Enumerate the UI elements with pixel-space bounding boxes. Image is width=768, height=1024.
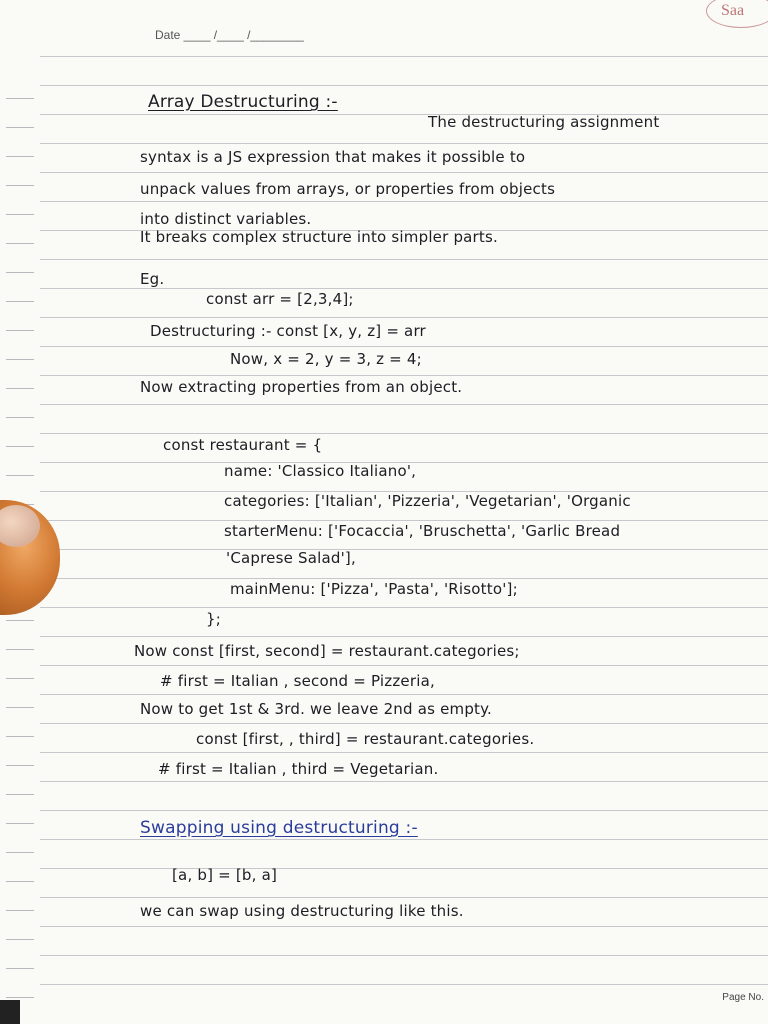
code-line: Destructuring :- const [x, y, z] = arr	[150, 322, 426, 340]
rule-line	[40, 752, 768, 753]
rule-line	[40, 868, 768, 869]
rule-line	[40, 172, 768, 173]
note-line: The destructuring assignment	[428, 113, 660, 131]
note-line: syntax is a JS expression that makes it possible to	[140, 148, 526, 166]
rule-line	[40, 839, 768, 840]
rule-line	[40, 346, 768, 347]
note-line: into distinct variables.	[140, 210, 312, 228]
rule-line	[40, 404, 768, 405]
margin-tick	[6, 185, 34, 186]
margin-tick	[6, 823, 34, 824]
code-line: categories: ['Italian', 'Pizzeria', 'Vegetarian', 'Organic	[224, 492, 631, 510]
margin-tick	[6, 243, 34, 244]
rule-line	[40, 694, 768, 695]
note-line: It breaks complex structure into simpler parts.	[140, 228, 498, 246]
note-line: we can swap using destructuring like this.	[140, 902, 464, 920]
margin-tick	[6, 417, 34, 418]
margin-tick	[6, 475, 34, 476]
margin-tick	[6, 301, 34, 302]
margin-tick	[6, 446, 34, 447]
margin-tick	[6, 98, 34, 99]
rule-line	[40, 143, 768, 144]
margin-tick	[6, 794, 34, 795]
margin-tick	[6, 156, 34, 157]
margin-tick	[6, 736, 34, 737]
note-line: unpack values from arrays, or properties from objects	[140, 180, 556, 198]
rule-line	[40, 955, 768, 956]
rule-line	[40, 288, 768, 289]
code-line: 'Caprese Salad'],	[226, 549, 356, 567]
code-line: starterMenu: ['Focaccia', 'Bruschetta', 'Garlic Bread	[224, 522, 621, 540]
note-line: Eg.	[140, 270, 165, 288]
rule-line	[40, 201, 768, 202]
rule-line	[40, 520, 768, 521]
code-line: mainMenu: ['Pizza', 'Pasta', 'Risotto'];	[230, 580, 518, 598]
margin-tick	[6, 330, 34, 331]
margin-tick	[6, 997, 34, 998]
rule-line	[40, 781, 768, 782]
rule-line	[40, 636, 768, 637]
note-line: Now extracting properties from an object.	[140, 378, 463, 396]
margin-tick	[6, 707, 34, 708]
code-line: [a, b] = [b, a]	[172, 866, 278, 884]
margin-tick	[6, 678, 34, 679]
rule-line	[40, 56, 768, 57]
heading-swapping: Swapping using destructuring :-	[140, 818, 418, 838]
rule-line	[40, 607, 768, 608]
margin-tick	[6, 359, 34, 360]
rule-line	[40, 984, 768, 985]
rule-line	[40, 259, 768, 260]
rule-line	[40, 375, 768, 376]
rule-line	[40, 433, 768, 434]
margin-tick	[6, 910, 34, 911]
margin-tick	[6, 852, 34, 853]
margin-tick	[6, 765, 34, 766]
page-number-label: Page No.	[722, 992, 764, 1003]
note-line: Now to get 1st & 3rd. we leave 2nd as empty.	[140, 700, 493, 718]
margin-tick	[6, 881, 34, 882]
code-line: Now const [first, second] = restaurant.categories;	[134, 642, 520, 660]
margin-tick	[6, 214, 34, 215]
rule-line	[40, 723, 768, 724]
rule-line	[40, 317, 768, 318]
margin-tick	[6, 127, 34, 128]
note-line: # first = Italian , second = Pizzeria,	[160, 672, 435, 690]
note-line: # first = Italian , third = Vegetarian.	[158, 760, 439, 778]
rule-line	[40, 665, 768, 666]
rule-line	[40, 578, 768, 579]
heading-array-destructuring: Array Destructuring :-	[148, 92, 338, 112]
rule-line	[40, 85, 768, 86]
code-line: const [first, , third] = restaurant.categories.	[196, 730, 535, 748]
brand-stamp: Saa	[706, 0, 768, 28]
code-line: const arr = [2,3,4];	[206, 290, 354, 308]
margin-tick	[6, 620, 34, 621]
margin-tick	[6, 388, 34, 389]
date-field: Date ____ /____ /________	[155, 28, 304, 42]
code-line: };	[206, 610, 221, 628]
code-line: name: 'Classico Italiano',	[224, 462, 417, 480]
rule-line	[40, 549, 768, 550]
rule-line	[40, 810, 768, 811]
margin-tick	[6, 939, 34, 940]
margin-tick	[6, 272, 34, 273]
code-line: Now, x = 2, y = 3, z = 4;	[230, 350, 422, 368]
rule-line	[40, 926, 768, 927]
page-shadow	[0, 1000, 20, 1024]
margin-tick	[6, 968, 34, 969]
rule-line	[40, 897, 768, 898]
code-line: const restaurant = {	[163, 436, 323, 454]
margin-tick	[6, 649, 34, 650]
